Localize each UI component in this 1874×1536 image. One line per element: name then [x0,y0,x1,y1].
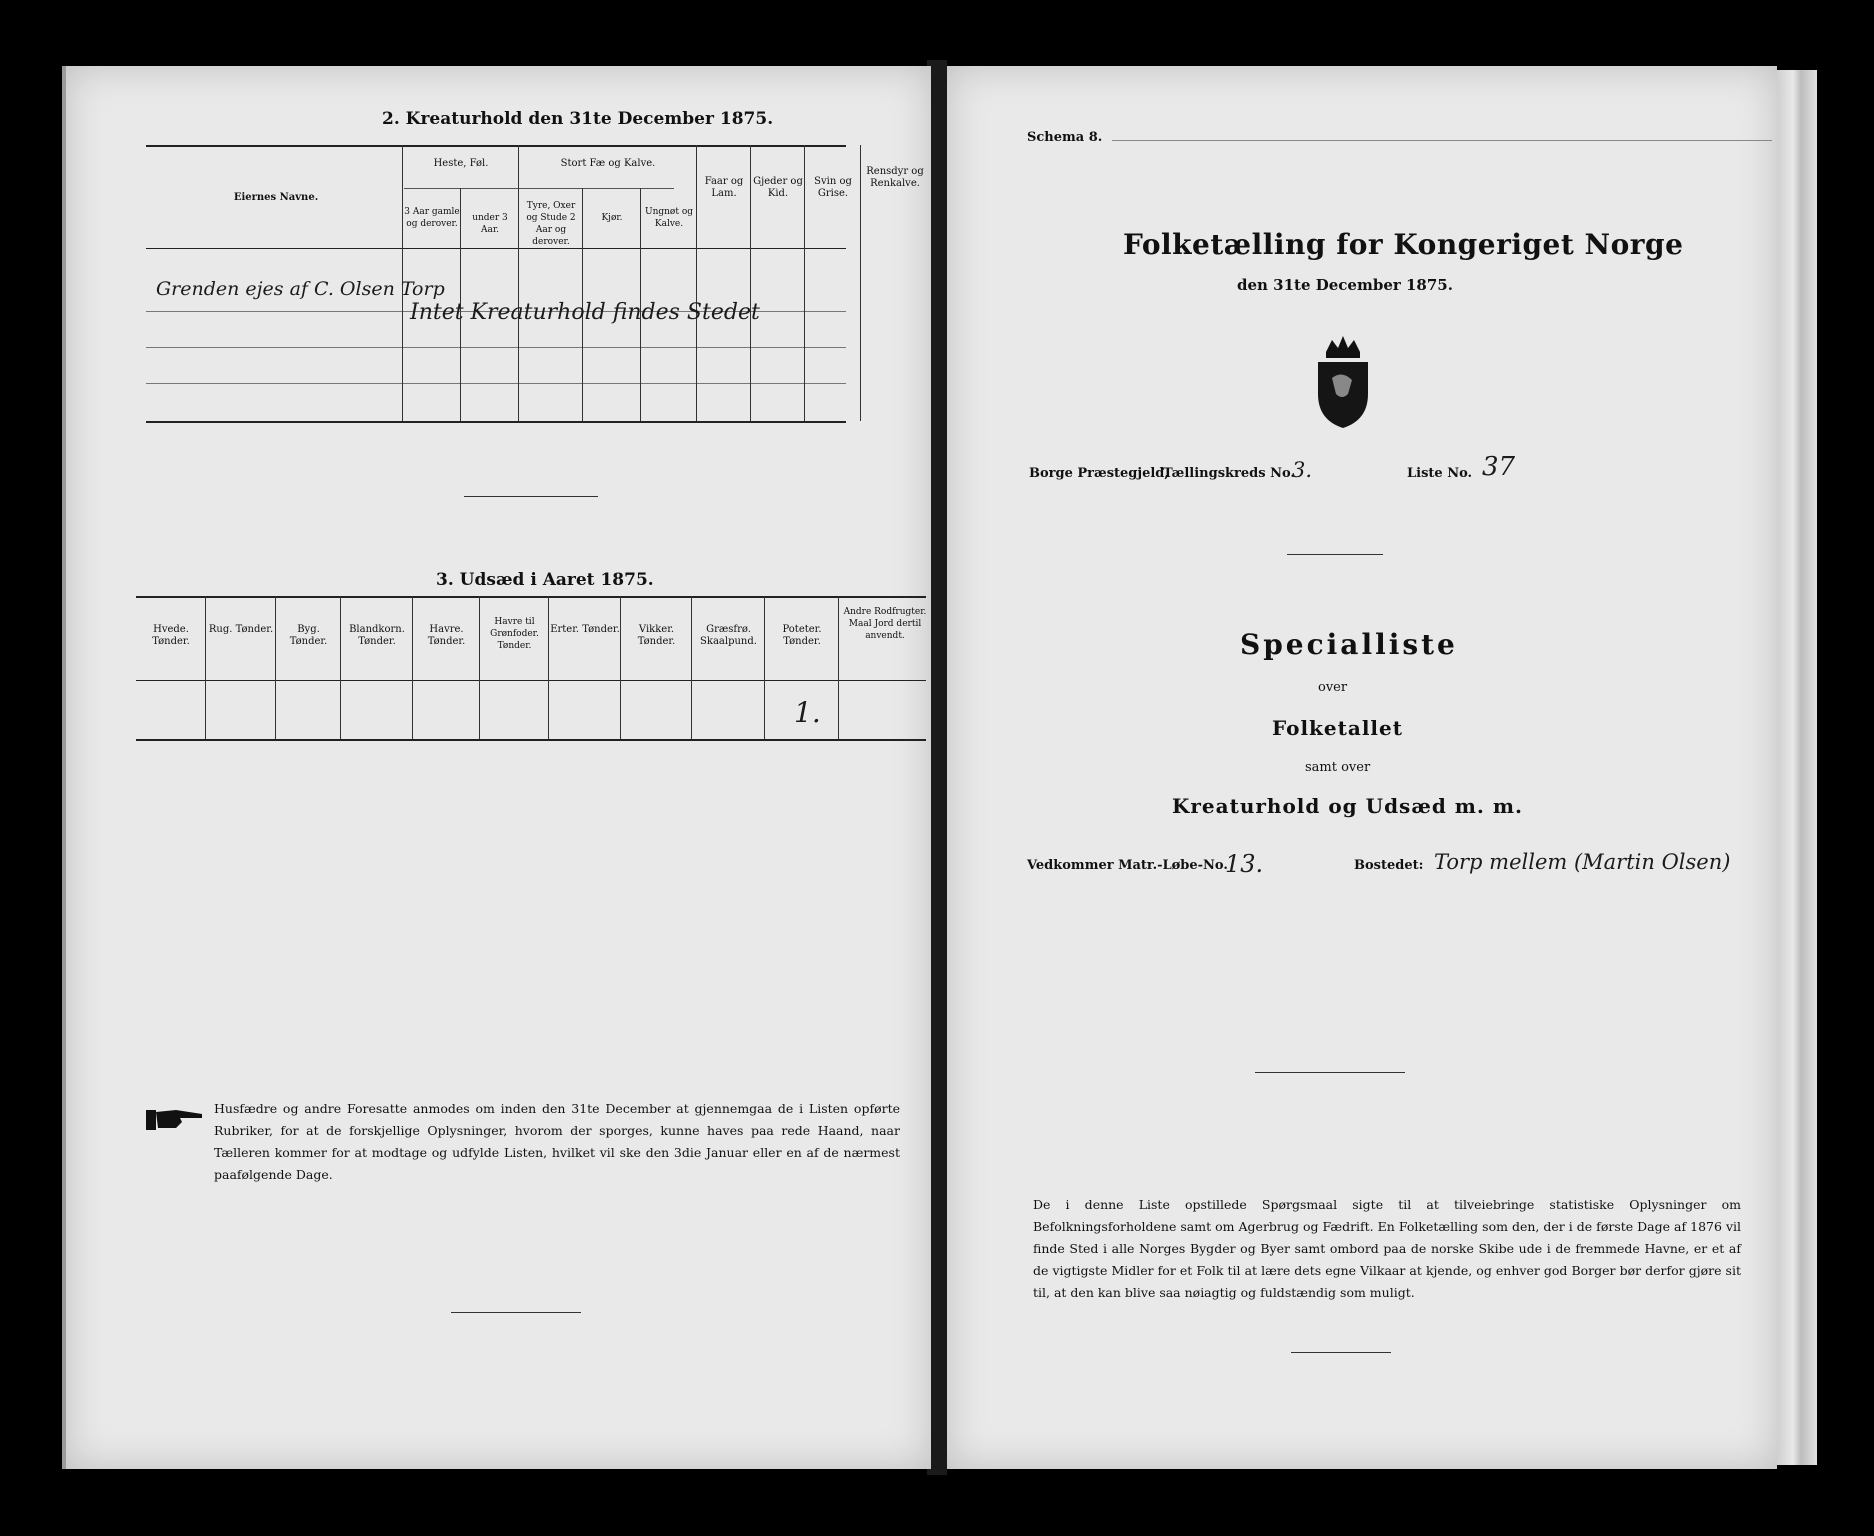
header-faar: Faar og Lam. [704,176,744,199]
liste-value: 37 [1482,452,1516,482]
left-page [62,66,931,1469]
page-edges [1777,70,1817,1465]
over-text: over [1318,680,1348,695]
folketallet-text: Folketallet [1272,716,1403,740]
kreds-label: Tællingskreds No. [1163,466,1295,481]
bostedet-value: Torp mellem (Martin Olsen) [1434,850,1731,874]
col-rule [691,596,692,739]
no-livestock-note: Intet Kreaturhold findes Stedet [410,300,760,325]
seed-col-vikker: Vikker. Tønder. [637,624,676,647]
table-row-rule [146,347,846,348]
pointing-hand-icon [146,1106,206,1132]
seed-bottom-rule [136,739,926,741]
col-rule [518,145,519,421]
col-rule [838,596,839,739]
section2-title: 2. Kreaturhold den 31te December 1875. [382,109,774,129]
matr-value: 13. [1225,850,1264,878]
right-page [947,66,1777,1469]
col-rule [804,145,805,421]
owner-entry: Grenden ejes af C. Olsen Torp [156,278,445,300]
seed-col-havre-gronfoder: Havre til Grønfoder. Tønder. [490,617,539,651]
table-top-rule [146,145,846,147]
schema-rule [1112,140,1772,141]
divider-bottom [1291,1352,1391,1353]
matr-label: Vedkommer Matr.-Løbe-No. [1027,858,1228,873]
seed-col-erter: Erter. Tønder. [550,624,620,635]
header-heste-young: under 3 Aar. [472,213,508,235]
seed-col-rug: Rug. Tønder. [208,624,274,635]
header-svin: Svin og Grise. [814,176,852,199]
seed-col-graesfro: Græsfrø. Skaalpund. [700,624,757,647]
col-rule [412,596,413,739]
seed-col-havre: Havre. Tønder. [427,624,466,647]
col-rule [860,145,861,421]
table-row-rule [146,383,846,384]
prestegjeld-label: Borge Præstegjeld, [1029,466,1169,481]
header-heste: Heste, Føl. [433,158,489,169]
header-owner: Eiernes Navne. [233,192,319,203]
header-rensdyr: Rensdyr og Renkalve. [866,166,924,189]
col-rule [205,596,206,739]
col-rule [340,596,341,739]
samt-over-text: samt over [1305,760,1371,775]
table-bottom-rule [146,421,846,423]
table-subgroup-rule-2 [520,188,674,189]
coat-of-arms-icon [1312,334,1374,430]
bostedet-label: Bostedet: [1354,858,1424,873]
seed-col-poteter: Poteter. Tønder. [782,624,822,647]
col-rule [620,596,621,739]
census-date: den 31te December 1875. [1237,276,1453,294]
liste-label: Liste No. [1407,466,1473,481]
header-stort-fae: Stort Fæ og Kalve. [560,158,656,169]
col-rule [479,596,480,739]
divider-bottom [451,1312,581,1313]
specialliste-title: Specialliste [1240,628,1458,661]
header-tyre: Tyre, Oxer og Stude 2 Aar og derover. [526,201,576,247]
table-header-rule [146,248,846,249]
seed-col-byg: Byg. Tønder. [289,624,328,647]
seed-header-rule [136,680,926,681]
col-rule [750,145,751,421]
divider [1287,554,1383,555]
main-title: Folketælling for Kongeriget Norge [1123,228,1684,261]
poteter-value: 1. [794,696,821,729]
seed-col-hvede: Hvede. Tønder. [152,624,190,647]
col-rule [275,596,276,739]
seed-col-blandkorn: Blandkorn. Tønder. [349,624,405,647]
schema-label: Schema 8. [1027,130,1103,145]
header-heste-old: 3 Aar gamle og derover. [404,207,460,229]
divider [1255,1072,1405,1073]
divider [464,496,598,497]
section3-title: 3. Udsæd i Aaret 1875. [436,570,654,590]
notice-text: Husfædre og andre Foresatte anmodes om inden den 31te December at gjennemgaa de i Listen opførte Rubriker, for at de forskjellige Oplysninger, hvorom der sporges, kunne haves paa rede Haand, naar Tælleren kommer for at modtage og udfylde Listen, hvilket vil ske den 3die Januar eller en af de nærmest paafølgende Dage. [214,1101,900,1182]
kreaturhold-udsaed-text: Kreaturhold og Udsæd m. m. [1172,794,1523,818]
col-rule [764,596,765,739]
seed-col-andre: Andre Rodfrugter. Maal Jord dertil anvendt. [843,607,927,641]
col-rule [696,145,697,421]
header-kjor: Kjør. [601,213,623,223]
seed-top-rule [136,596,926,598]
header-gjeder: Gjeder og Kid. [753,176,803,199]
header-ungnot: Ungnøt og Kalve. [644,207,693,229]
col-rule [548,596,549,739]
intro-paragraph: De i denne Liste opstillede Spørgsmaal sigte til at tilveiebringe statistiske Oplysninger om Befolkningsforholdene samt om Agerbrug og Fædrift. En Folketælling som den, der i de første Dage af 1876 vil finde Sted i alle Norges Bygder og Byer samt ombord paa de norske Skibe ude i de fremmede Havne, er et af de vigtigste Midler for et Folk til at lære dets egne Vilkaar at kjende, og enhver god Borger bør derfor gjøre sit til, at den kan blive saa nøiagtig og fuldstændig som muligt. [1033,1197,1741,1300]
kreds-value: 3. [1292,458,1313,482]
